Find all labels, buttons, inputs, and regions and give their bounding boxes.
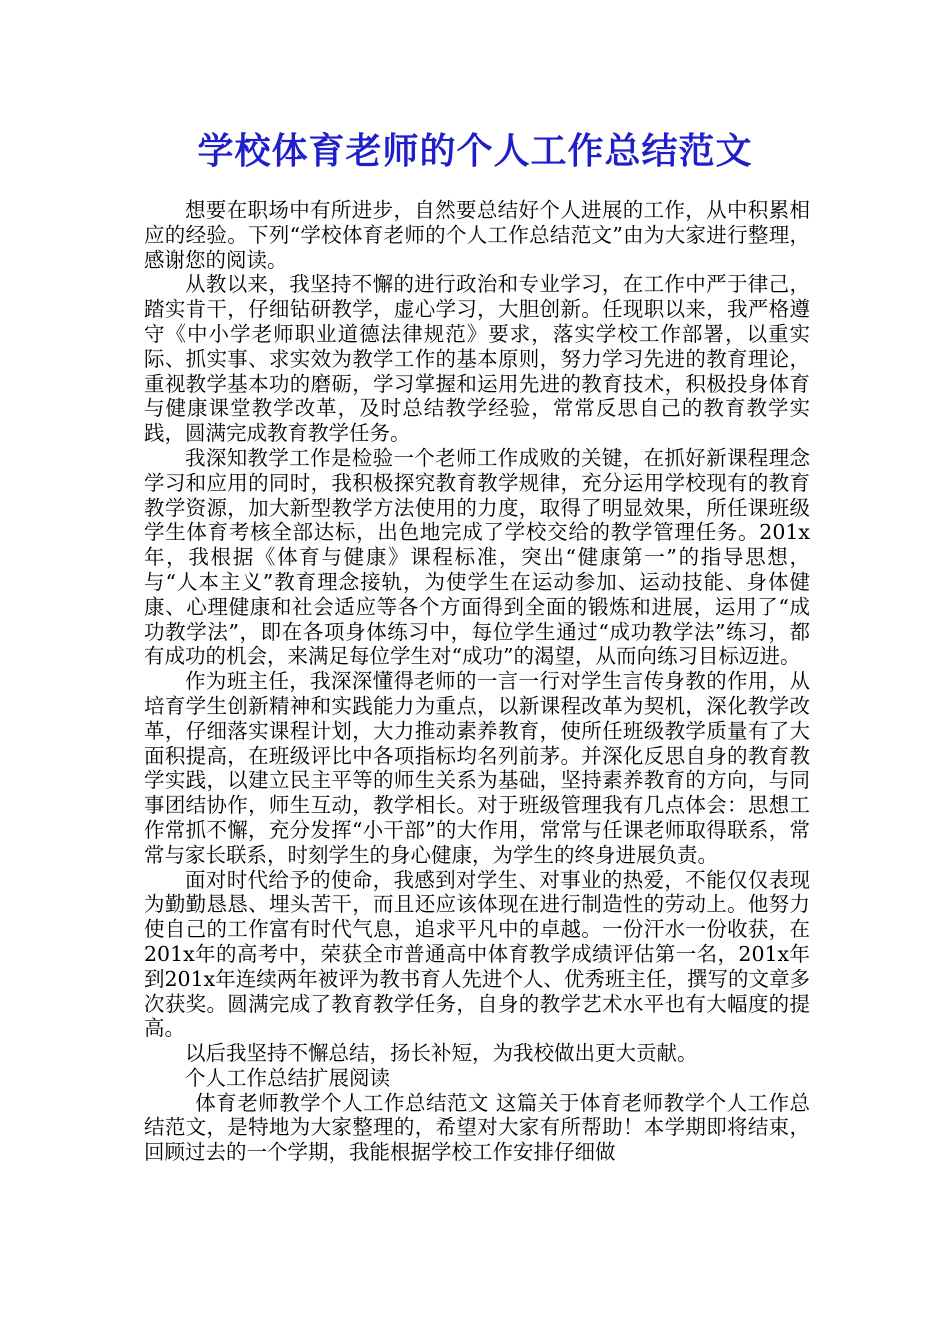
paragraph-extended-reading: 体育老师教学个人工作总结范文 这篇关于体育老师教学个人工作总结范文，是特地为大家整理的，希望对大家有所帮助！本学期即将结束，回顾过去的一个学期，我能根据学校工作安排仔细做 — [144, 1090, 810, 1165]
paragraph-future: 以后我坚持不懈总结，扬长补短，为我校做出更大贡献。 — [185, 1041, 698, 1066]
paragraph-mission: 面对时代给予的使命，我感到对学生、对事业的热爱，不能仅仅表现为勤勤恳恳、埋头苦干，而且还应该体现在进行制造性的劳动上。他努力使自己的工作富有时代气息，追求平凡中的卓越。一份汗水一份收获，在201x年的高考中，荣获全市普通高中体育教学成绩评估第一名，201x年到201x年连续两年被评为教书育人先进个人、优秀班主任，撰写的文章多次获奖。圆满完成了教育教学任务，自身的教学艺术水平也有大幅度的提高。 — [144, 867, 810, 1041]
document-title: 学校体育老师的个人工作总结范文 — [197, 130, 753, 172]
paragraph-since-teaching: 从教以来，我坚持不懈的进行政治和专业学习，在工作中严于律己，踏实肯干，仔细钻研教学，虚心学习，大胆创新。任现职以来，我严格遵守《中小学老师职业道德法律规范》要求，落实学校工作部署，以重实际、抓实事、求实效为教学工作的基本原则，努力学习先进的教育理论，重视教学基本功的磨砺，学习掌握和运用先进的教育技术，积极投身体育与健康课堂教学改革，及时总结教学经验，常常反思自己的教育教学实践，圆满完成教育教学任务。 — [144, 272, 810, 446]
paragraph-teaching-work: 我深知教学工作是检验一个老师工作成败的关键，在抓好新课程理念学习和应用的同时，我积极探究教育教学规律，充分运用学校现有的教育教学资源，加大新型教学方法使用的力度，取得了明显效果，所任课班级学生体育考核全部达标，出色地完成了学校交给的教学管理任务。201x年，我根据《体育与健康》课程标准，突出“健康第一”的指导思想，与“人本主义”教育理念接轨，为使学生在运动参加、运动技能、身体健康、心理健康和社会适应等各个方面得到全面的锻炼和进展，运用了“成功教学法”，即在各项身体练习中，每位学生通过“成功教学法”练习，都有成功的机会，来满足每位学生对“成功”的渴望，从而向练习目标迈进。 — [144, 445, 810, 669]
paragraph-class-teacher: 作为班主任，我深深懂得老师的一言一行对学生言传身教的作用，从培育学生创新精神和实践能力为重点，以新课程改革为契机，深化教学改革，仔细落实课程计划，大力推动素养教育，使所任班级教学质量有了大面积提高，在班级评比中各项指标均名列前茅。并深化反思自身的教育教学实践，以建立民主平等的师生关系为基础，坚持素养教育的方向，与同事团结协作，师生互动，教学相长。对于班级管理我有几点体会：思想工作常抓不懈，充分发挥“小干部”的大作用，常常与任课老师取得联系，常常与家长联系，时刻学生的身心健康，为学生的终身进展负责。 — [144, 669, 810, 867]
paragraph-extended-heading: 个人工作总结扩展阅读 — [185, 1065, 390, 1090]
paragraph-intro: 想要在职场中有所进步，自然要总结好个人进展的工作，从中积累相应的经验。下列“学校体育老师的个人工作总结范文”由为大家进行整理，感谢您的阅读。 — [144, 198, 810, 272]
document-body — [144, 198, 810, 1165]
